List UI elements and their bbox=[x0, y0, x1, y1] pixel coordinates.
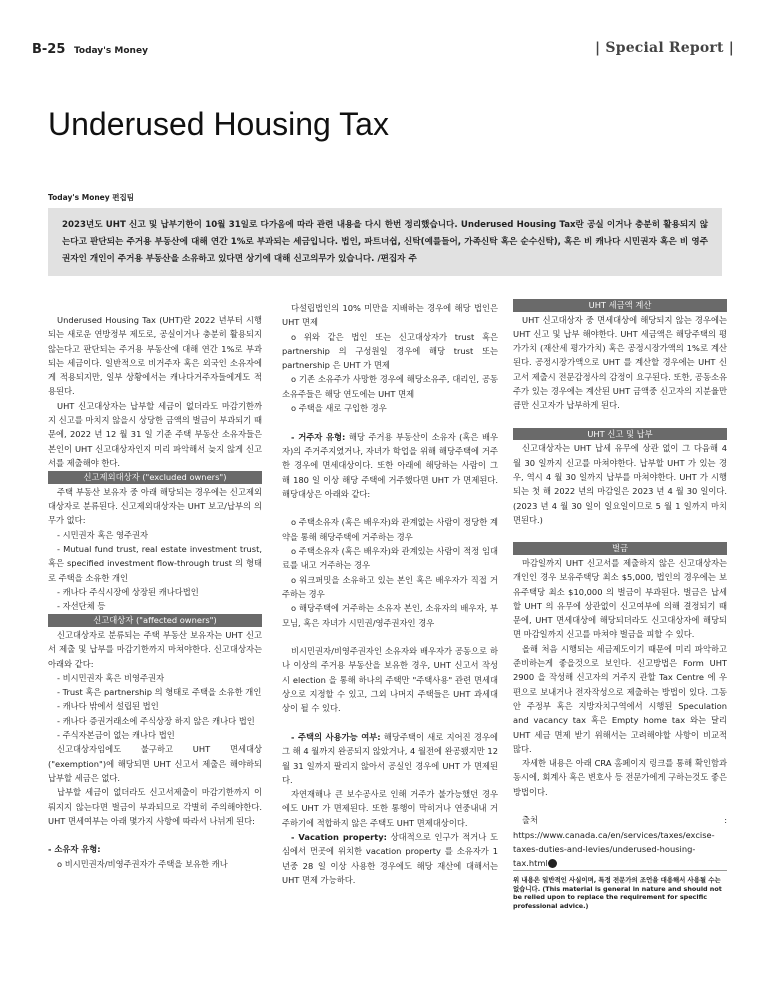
spacer bbox=[282, 415, 498, 429]
list-item: o 기존 소유주가 사망한 경우에 해당소유주, 대리인, 공동소유주들은 해당 연도에는 UHT 면제 bbox=[282, 374, 498, 399]
article-title: Underused Housing Tax bbox=[48, 106, 389, 142]
column-1 bbox=[48, 313, 262, 871]
paragraph bbox=[282, 830, 498, 887]
subheading-vacation-property: - Vacation property: bbox=[291, 831, 387, 842]
list-item: - 캐나다 밖에서 설립된 법인 bbox=[57, 701, 159, 712]
page-number bbox=[32, 42, 148, 57]
source-citation bbox=[513, 813, 727, 870]
list-item: - 자선단체 등 bbox=[57, 601, 106, 612]
disclaimer: 위 내용은 일반적인 사실이며, 특정 전문가의 조언을 대용해서 사용될 수는 없습니다. (This material is general in nature and should not be relied upon to replace the requirement for specific professional advice.) bbox=[513, 870, 727, 910]
paragraph: 신고대상자로 분류되는 주택 부동산 보유자는 UHT 신고서 제출 및 납부를 마감기한까지 마쳐야한다. 신고대상자는 아래와 같다: bbox=[48, 629, 262, 669]
paragraph-text: 해당 주거용 부동산이 소유자 (혹은 배우자)의 주거주지였거나, 자녀가 학업을 위해 해당주택에 거주한 경우에 면세대상이다. 또한 아래에 해당하는 사람이 그 해 180 일 이상 해당 주택에 거주했다면 UHT 가 면제된다. 해당대상은 아래와 같다: bbox=[282, 431, 498, 499]
spacer bbox=[513, 527, 727, 541]
paragraph: 주택 부동산 보유자 중 아래 해당되는 경우에는 신고제외대상자로 분류된다. 신고제외대상자는 UHT 보고/납부의 의무가 없다: bbox=[48, 486, 262, 526]
paragraph-text: 상대적으로 인구가 적거나 도심에서 먼곳에 위치한 vacation property 를 소유자가 1 년중 28 일 이상 사용한 경우에도 해당 재산에 대해서는 UHT 면제 가능하다. bbox=[282, 831, 498, 885]
magazine-name: Today's Money bbox=[73, 46, 148, 56]
paragraph: UHT 신고대상자 중 면세대상에 해당되지 않는 경우에는 UHT 신고 및 납부 해야한다. UHT 세금액은 해당주택의 평가가치 (재산세 평가가치) 혹은 공정시장가액의 1%로 계산된다. 공정시장가액으로 UHT 를 계산할 경우에는 UHT 신고서 제출시 전문감정사의 감정이 요구된다. 또한, 공동소유주가 있는 경우에는 계산된 UHT 금액중 신고자의 지분율만큼만 신고자가 납부하게 된다. bbox=[513, 314, 727, 411]
end-mark-icon: M bbox=[548, 859, 557, 868]
paragraph: 자세한 내용은 아래 CRA 홈페이지 링크를 통해 확인함과 동시에, 회계사 혹은 변호사 등 전문가에게 구하는것도 좋은 방법이다. bbox=[513, 758, 727, 797]
byline: Today's Money 편집팀 bbox=[48, 193, 135, 202]
paragraph bbox=[282, 730, 498, 787]
spacer bbox=[513, 413, 727, 427]
paragraph: 납부할 세금이 없더라도 신고서제출이 마감기한까지 이뤄지지 않는다면 벌금이 부과되므로 각별히 주의해야한다. UHT 면세여부는 아래 몇가지 사항에 따라서 나뉘게 된다: bbox=[48, 787, 262, 826]
list-item: - Trust 혹은 partnership 의 형태로 주택을 소유한 개인 bbox=[57, 687, 262, 698]
section-heading-filing: UHT 신고 및 납부 bbox=[513, 428, 727, 441]
list-item: o 해당주택에 거주하는 소유자 본인, 소유자의 배우자, 부모님, 혹은 자녀가 시민권/영주권자인 경우 bbox=[282, 603, 498, 628]
paragraph: 신고대상자임에도 불구하고 UHT 면세대상 ("exemption")에 해당되면 UHT 신고서 제출은 해야하되 납부할 세금은 없다. bbox=[48, 744, 262, 783]
spacer bbox=[48, 828, 262, 842]
list-item: - Mutual fund trust, real estate investment trust, 혹은 specified investment flow-through trust 의 형태로 주택을 소유한 개인 bbox=[48, 543, 262, 583]
paragraph: 다설립법인의 10% 미만을 지배하는 경우에 해당 법인은 UHT 면제 bbox=[282, 303, 498, 328]
paragraph: 신고대상자는 UHT 납세 유무에 상관 없이 그 다음해 4 월 30 일까지 신고를 마쳐야한다. 납부할 UHT 가 있는 경우, 역시 4 월 30 일까지 납부를 마쳐야한다. UHT 가 시행되는 첫 해 2022 년의 마감일은 2023 년 4 월 30 일이다. (2023 년 4 월 30 일이 일요일이므로 5 월 1 일까지 마치면된다.) bbox=[513, 443, 727, 525]
paragraph: Underused Housing Tax (UHT)란 2022 년부터 시행되는 새로운 연방정부 제도로, 공실이거나 충분히 활용되지 않는다고 판단되는 주거용 부동산에 대해 연간 1%로 부과되는 세금이다. 일반적으로 비거주자 혹은 외국인 소유자에게 적용되지만, 일부 상황에서는 캐나다거주자들에게도 적용된다. bbox=[48, 315, 262, 397]
list-item: - 시민권자 혹은 영주권자 bbox=[57, 529, 149, 540]
list-item: - 캐나다 증권거래소에 주식상장 하지 않은 캐나다 법인 bbox=[57, 715, 255, 726]
spacer bbox=[282, 501, 498, 515]
list-item: o 위와 같은 법인 또는 신고대상자가 trust 혹은 partnership 의 구성원일 경우에 해당 trust 또는 partnership 은 UHT 가 면제 bbox=[282, 331, 498, 371]
paragraph: 비시민권자/비영주권자인 소유자와 배우자가 공동으로 하나 이상의 주거용 부동산을 보유한 경우, UHT 신고서 작성시 election 을 통해 하나의 주택만 "주택사용" 관련 면세대상으로 지정할 수 있고, 그외 나머지 주택들은 UHT 과세대상이 될 수 있다. bbox=[282, 646, 498, 714]
list-item: - 비시민권자 혹은 비영주권자 bbox=[57, 672, 165, 683]
page-number-text: B-25 bbox=[32, 42, 66, 57]
section-label: | Special Report | bbox=[595, 40, 734, 56]
lead-box: 2023년도 UHT 신고 및 납부기한이 10월 31일로 다가옴에 따라 관련 내용을 다시 한번 정리했습니다. Underused Housing Tax란 공실 이거나 충분히 활용되지 않는다고 판단되는 주거용 부동산에 대해 연간 1%로 부과되는 세금입니다. 법인, 파트너쉽, 신탁(예를들어, 가족신탁 혹은 순수신탁), 혹은 비 캐나다 시민권자 혹은 비 영주권자인 개인이 주거용 부동산을 소유하고 있다면 상기에 대해 신고의무가 있습니다. /편집자 주 bbox=[48, 208, 722, 276]
subheading-resident-type: - 거주자 유형: bbox=[291, 431, 346, 442]
paragraph: 올해 처음 시행되는 세금제도이기 때문에 미리 파악하고 준비하는게 좋을것으로 보인다. 신고방법은 Form UHT 2900 을 작성해 신고자의 거주지 관할 Tax Centre 에 우편으로 보내거나 전자작성으로 제출하는 방법이 있다. 그동안 주정부 혹은 지방자치구역에서 시행된 Speculation and vacancy tax 혹은 Empty home tax 와는 달리 UHT 세금 면제 받기 위해서는 고려해야할 사항이 비교적 많다. bbox=[513, 643, 727, 754]
section-heading-penalty: 벌금 bbox=[513, 542, 727, 555]
spacer bbox=[282, 716, 498, 730]
paragraph: UHT 신고대상자는 납부할 세금이 없더라도 마감기한까지 신고를 마치지 않을시 상당한 금액의 벌금이 부과되기 때문에, 2022 년 12 월 31 일 기준 주택 부동산 소유자들은 본인이 UHT 신고대상자인지 미리 파악해서 늦지 않게 신고서를 제출해야 한다. bbox=[48, 400, 262, 468]
list-item: o 주택소유자 (혹은 배우자)와 관계있는 사람이 적정 임대료를 내고 거주하는 경우 bbox=[282, 546, 498, 571]
paragraph bbox=[282, 430, 498, 501]
subheading-availability: - 주택의 사용가능 여부: bbox=[291, 731, 381, 742]
section-heading-affected-owners: 신고대상자 ("affected owners") bbox=[48, 614, 262, 627]
section-heading-tax-calculation: UHT 세금액 계산 bbox=[513, 299, 727, 312]
list-item: o 주택을 새로 구입한 경우 bbox=[291, 403, 387, 414]
paragraph: 자연재해나 큰 보수공사로 인해 거주가 불가능했던 경우에도 UHT 가 면제된다. 또한 통행이 막히거나 연중내내 거주하기에 적합하지 않은 주택도 UHT 면제대상이다. bbox=[282, 789, 498, 828]
spacer bbox=[282, 630, 498, 644]
paragraph-text: 해당주택이 새로 지어진 경우에 그 해 4 월까지 완공되지 않았거나, 4 월전에 완공됐지만 12 월 31 일까지 팔리지 않아서 공실인 경우에 UHT 가 면제된다. bbox=[282, 731, 499, 785]
list-item: - 캐나다 주식시장에 상장된 캐나다법인 bbox=[57, 586, 199, 597]
section-heading-excluded-owners: 신고제외대상자 ("excluded owners") bbox=[48, 471, 262, 484]
list-item: o 워크퍼밋을 소유하고 있는 본인 혹은 배우자가 직접 거주하는 경우 bbox=[282, 574, 498, 599]
spacer bbox=[513, 799, 727, 813]
column-3 bbox=[513, 298, 727, 910]
column-2 bbox=[282, 301, 498, 887]
subheading-owner-type: - 소유자 유형: bbox=[48, 844, 101, 855]
paragraph: 마감일까지 UHT 신고서를 제출하지 않은 신고대상자는 개인인 경우 보유주택당 최소 $5,000, 법인의 경우에는 보유주택당 최소 $10,000 의 벌금이 부과된다. 벌금은 납세할 UHT 의 유무에 상관없이 신고여부에 의해 결정되기 때문에, UHT 면세대상에 해당되더라도 신고대상자에 해당되면 마감일까지 신고를 마쳐야 벌금을 피할 수 있다. bbox=[513, 557, 727, 640]
list-item: o 주택소유자 (혹은 배우자)와 관계없는 사람이 정당한 계약을 통해 해당주택에 거주하는 경우 bbox=[282, 517, 498, 542]
list-item: - 주식자본금이 없는 캐나다 법인 bbox=[57, 730, 175, 741]
source-url: 출처 : https://www.canada.ca/en/services/taxes/excise-taxes-duties-and-levies/underused-housing-tax.html bbox=[513, 815, 727, 869]
list-item: o 비시민권자/비영주권자가 주택을 보유한 캐나 bbox=[57, 858, 228, 869]
